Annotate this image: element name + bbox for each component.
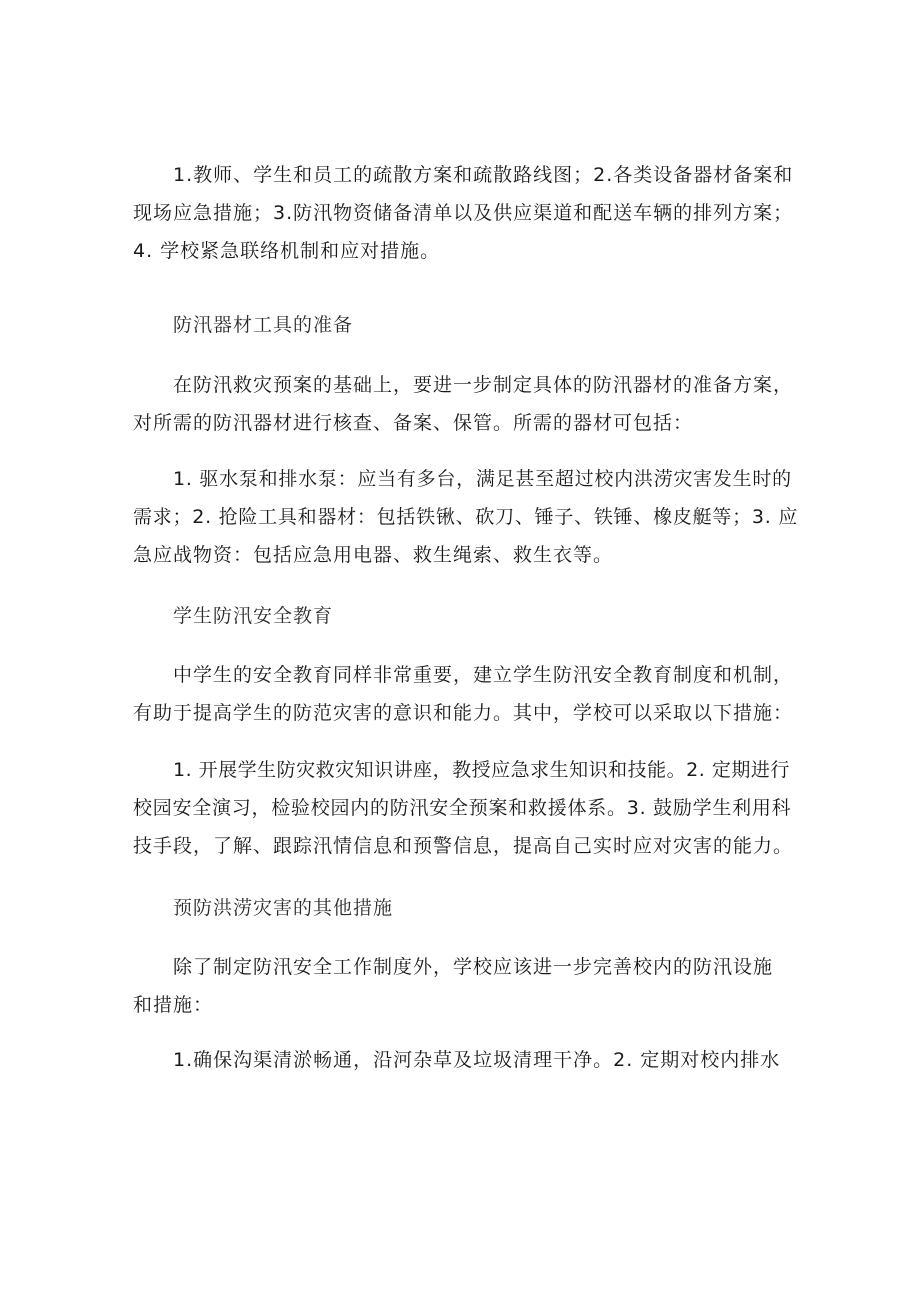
text-line: 校园安全演习，检验校园内的防汛安全预案和救援体系。3. 鼓励学生利用科 [133, 797, 792, 819]
text-line: 现场应急措施；3.防汛物资储备清单以及供应渠道和配送车辆的排列方案； [133, 202, 794, 224]
text-line: 有助于提高学生的防范灾害的意识和能力。其中，学校可以采取以下措施： [133, 702, 794, 724]
text-line: 中学生的安全教育同样非常重要，建立学生防汛安全教育制度和机制， [173, 664, 794, 686]
equipment-intro-paragraph [133, 366, 798, 442]
heading-text: 预防洪涝灾害的其他措施 [173, 897, 394, 919]
education-measures-list [133, 751, 798, 865]
evacuation-plan-list [133, 156, 798, 270]
education-intro-paragraph [133, 656, 798, 732]
text-line: 在防汛救灾预案的基础上，要进一步制定具体的防汛器材的准备方案， [173, 374, 794, 396]
text-line: 除了制定防汛安全工作制度外，学校应该进一步完善校内的防汛设施 [173, 956, 774, 978]
section-heading-other-measures [133, 889, 798, 927]
text-line: 和措施： [133, 994, 214, 1016]
equipment-list [133, 460, 798, 574]
text-line: 1. 开展学生防灾救灾知识讲座，教授应急求生知识和技能。2. 定期进行 [173, 759, 790, 781]
other-measures-list [133, 1041, 798, 1079]
text-line: 1.确保沟渠清淤畅通，沿河杂草及垃圾清理干净。2. 定期对校内排水 [173, 1049, 781, 1071]
text-line: 4. 学校紧急联络机制和应对措施。 [133, 240, 441, 262]
heading-text: 防汛器材工具的准备 [173, 314, 354, 336]
text-line: 1. 驱水泵和排水泵：应当有多台，满足甚至超过校内洪涝灾害发生时的 [173, 468, 792, 490]
section-heading-equipment [133, 306, 798, 344]
text-line: 对所需的防汛器材进行核查、备案、保管。所需的器材可包括： [133, 412, 694, 434]
heading-text: 学生防汛安全教育 [173, 605, 334, 627]
text-line: 技手段，了解、跟踪汛情信息和预警信息，提高自己实时应对灾害的能力。 [133, 835, 794, 857]
section-heading-education [133, 597, 798, 635]
text-line: 急应战物资：包括应急用电器、救生绳索、救生衣等。 [133, 544, 614, 566]
other-measures-intro-paragraph [133, 948, 798, 1024]
text-line: 1.教师、学生和员工的疏散方案和疏散路线图；2.各类设备器材备案和 [173, 164, 794, 186]
text-line: 需求；2. 抢险工具和器材：包括铁锹、砍刀、锤子、铁锤、橡皮艇等；3. 应 [133, 506, 799, 528]
